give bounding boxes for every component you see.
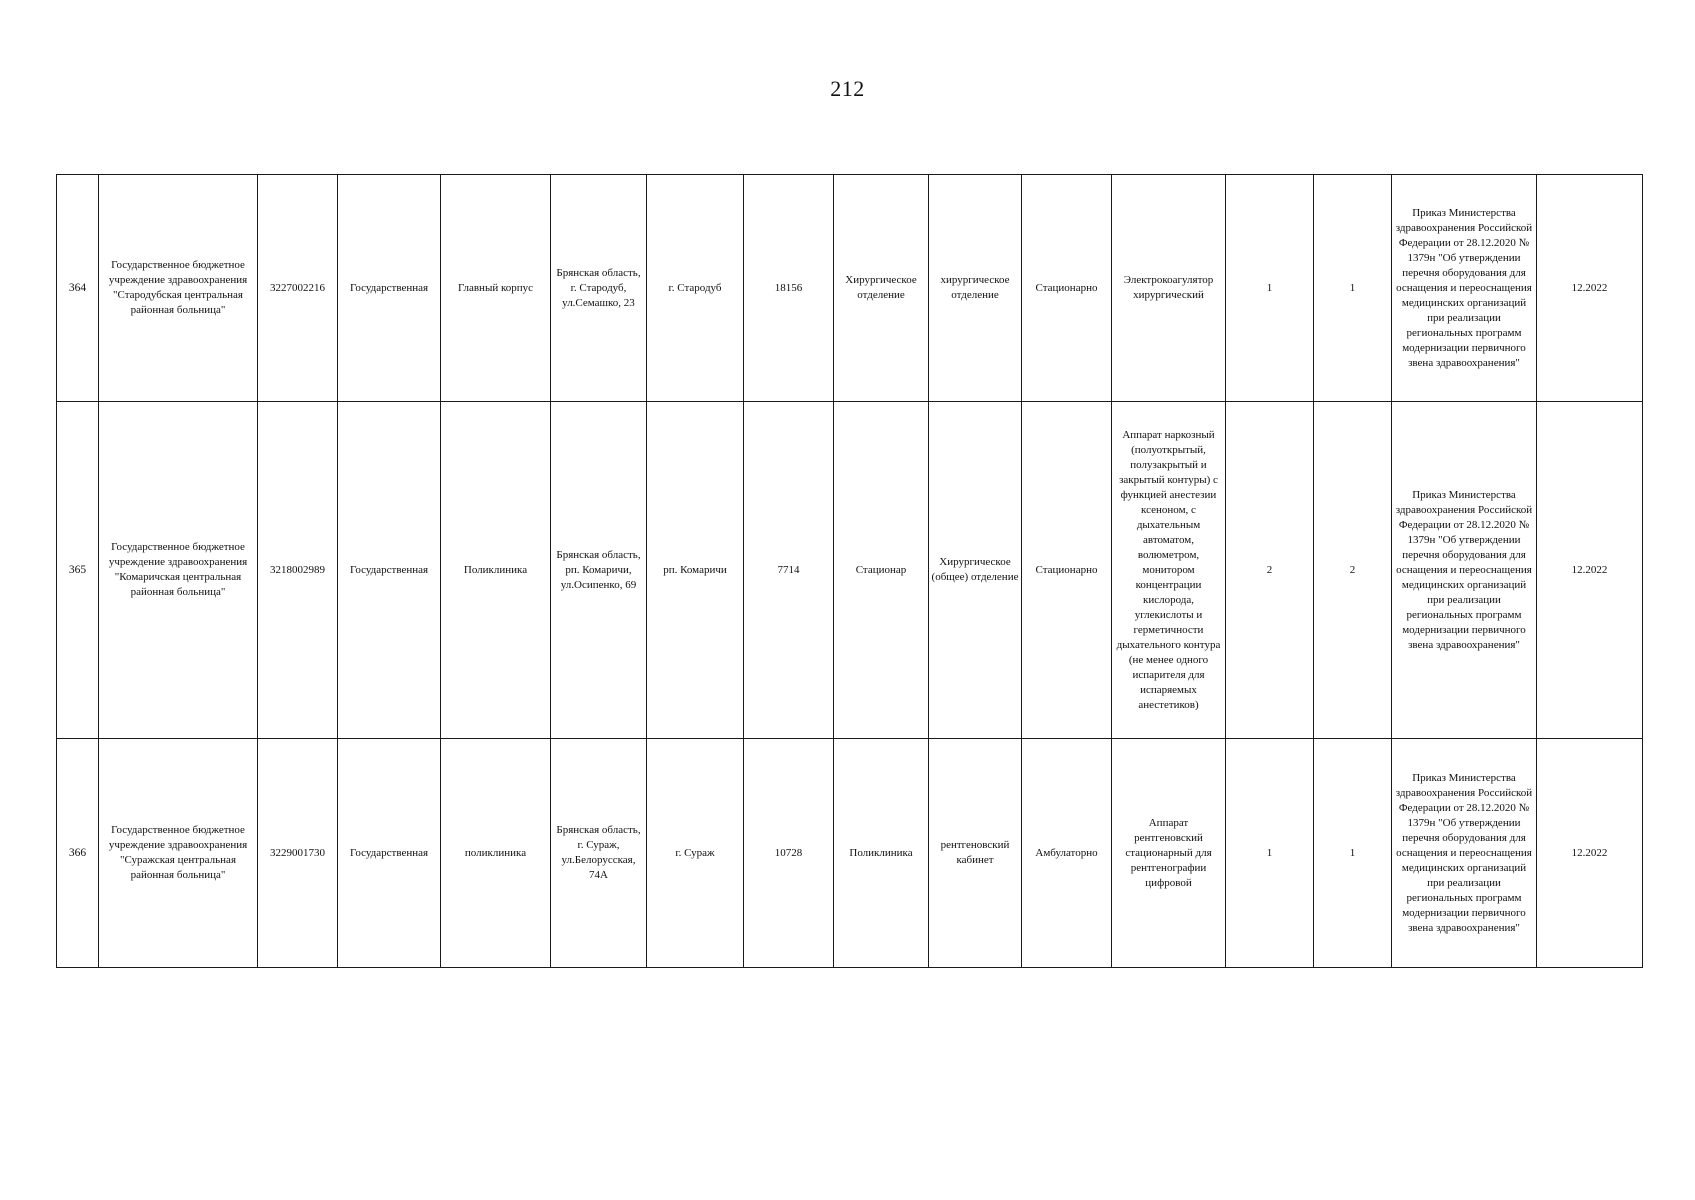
inn: 3227002216 (258, 175, 338, 402)
population: 7714 (744, 402, 834, 739)
due-date: 12.2022 (1537, 175, 1643, 402)
department: рентгеновский кабинет (929, 739, 1022, 968)
legal-basis: Приказ Министерства здравоохранения Российской Федерации от 28.12.2020 № 1379н "Об утверждении перечня оборудования для оснащения и переоснащения медицинских организаций при реализации региональных программ модернизации первичного звена здравоохранения" (1392, 739, 1537, 968)
care-form: Стационарно (1022, 402, 1112, 739)
ownership-form: Государственная (338, 739, 441, 968)
building: Главный корпус (441, 175, 551, 402)
quantity-a: 1 (1226, 175, 1314, 402)
locality: рп. Комаричи (647, 402, 744, 739)
legal-basis: Приказ Министерства здравоохранения Российской Федерации от 28.12.2020 № 1379н "Об утверждении перечня оборудования для оснащения и переоснащения медицинских организаций при реализации региональных программ модернизации первичного звена здравоохранения" (1392, 402, 1537, 739)
table-row (57, 739, 1643, 968)
address: Брянская область, рп. Комаричи, ул.Осипенко, 69 (551, 402, 647, 739)
department: Хирургическое (общее) отделение (929, 402, 1022, 739)
locality: г. Стародуб (647, 175, 744, 402)
quantity-a: 2 (1226, 402, 1314, 739)
due-date: 12.2022 (1537, 402, 1643, 739)
legal-basis: Приказ Министерства здравоохранения Российской Федерации от 28.12.2020 № 1379н "Об утверждении перечня оборудования для оснащения и переоснащения медицинских организаций при реализации региональных программ модернизации первичного звена здравоохранения" (1392, 175, 1537, 402)
address: Брянская область, г. Стародуб, ул.Семашко, 23 (551, 175, 647, 402)
ownership-form: Государственная (338, 402, 441, 739)
care-form: Стационарно (1022, 175, 1112, 402)
page-number: 212 (830, 76, 865, 101)
row-number: 365 (57, 402, 99, 739)
equipment-name: Аппарат рентгеновский стационарный для рентгенографии цифровой (1112, 739, 1226, 968)
locality: г. Сураж (647, 739, 744, 968)
structural-unit: Хирургическое отделение (834, 175, 929, 402)
equipment-name: Аппарат наркозный (полуоткрытый, полузакрытый и закрытый контуры) с функцией анестезии ксеноном, с дыхательным автоматом, волюметром, монитором концентрации кислорода, углекислоты и герметичности дыхательного контура (не менее одного испарителя для испаряемых анестетиков) (1112, 402, 1226, 739)
quantity-b: 2 (1314, 402, 1392, 739)
building: Поликлиника (441, 402, 551, 739)
population: 18156 (744, 175, 834, 402)
building: поликлиника (441, 739, 551, 968)
table-row (57, 175, 1643, 402)
institution-name: Государственное бюджетное учреждение здравоохранения "Комаричская центральная районная больница" (99, 402, 258, 739)
structural-unit: Поликлиника (834, 739, 929, 968)
department: хирургическое отделение (929, 175, 1022, 402)
population: 10728 (744, 739, 834, 968)
inn: 3218002989 (258, 402, 338, 739)
equipment-registry-table (56, 174, 1643, 968)
address: Брянская область, г. Сураж, ул.Белорусская, 74А (551, 739, 647, 968)
quantity-b: 1 (1314, 739, 1392, 968)
institution-name: Государственное бюджетное учреждение здравоохранения "Суражская центральная районная больница" (99, 739, 258, 968)
due-date: 12.2022 (1537, 739, 1643, 968)
equipment-name: Электрокоагулятор хирургический (1112, 175, 1226, 402)
quantity-b: 1 (1314, 175, 1392, 402)
ownership-form: Государственная (338, 175, 441, 402)
table-row (57, 402, 1643, 739)
care-form: Амбулаторно (1022, 739, 1112, 968)
inn: 3229001730 (258, 739, 338, 968)
row-number: 364 (57, 175, 99, 402)
structural-unit: Стационар (834, 402, 929, 739)
institution-name: Государственное бюджетное учреждение здравоохранения "Стародубская центральная районная больница" (99, 175, 258, 402)
quantity-a: 1 (1226, 739, 1314, 968)
row-number: 366 (57, 739, 99, 968)
